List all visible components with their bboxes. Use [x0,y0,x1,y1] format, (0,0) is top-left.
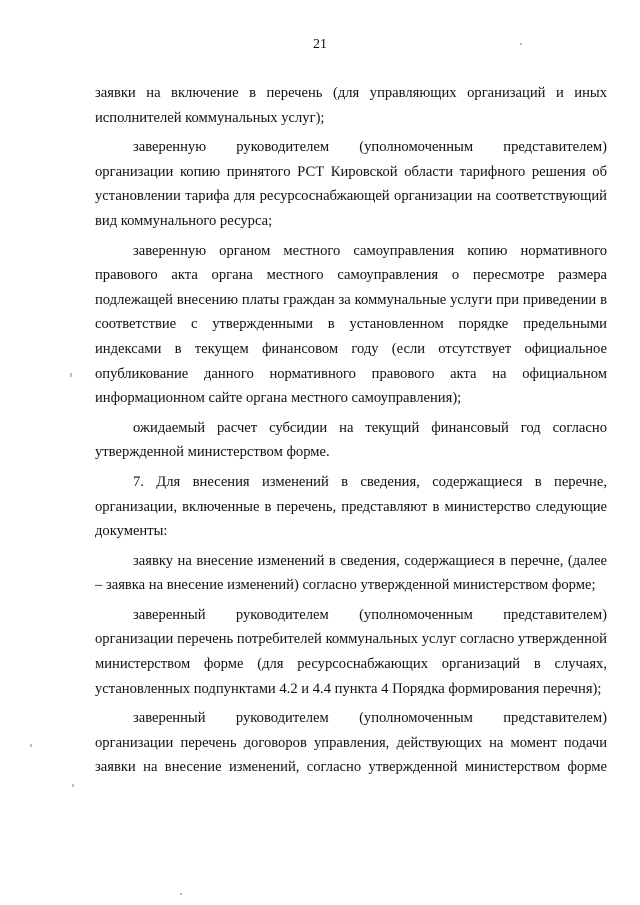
paragraph-6: заявку на внесение изменений в сведения, содержащиеся в перечне, (далее – заявка на внесение изменений) согласно утвержденной министерством форме; [95,552,607,594]
page-number: 21 [313,37,327,52]
paragraph-1: заявки на включение в перечень (для управляющих организаций и иных исполнителей коммунальных услуг); [95,85,607,126]
paragraph-7: заверенный руководителем (уполномоченным представителем) организации перечень потребителей коммунальных услуг согласно утвержденной министерством форме (для ресурсоснабжающих организаций в случаях, установленных подпунктами 4.2 и 4.4 пункта 4 Порядка формирования перечня); [95,606,607,697]
scan-artifact [520,43,522,45]
document-body [95,81,607,785]
scan-artifact [72,784,74,787]
paragraph-3: заверенную органом местного самоуправления копию нормативного правового акта органа местного самоуправления о пересмотре размера подлежащей внесению платы граждан за коммунальные услуги при приведении в соответствие с утвержденными в установленном порядке предельными индексами в текущем финансовом году (если отсутствует официальное опубликование данного нормативного правового акта на официальном информационном сайте органа местного самоуправления); [95,242,607,407]
paragraph-4: ожидаемый расчет субсидии на текущий финансовый год согласно утвержденной министерством форме. [95,419,607,461]
scan-artifact [70,373,72,377]
paragraph-8: заверенный руководителем (уполномоченным представителем) организации перечень договоров управления, действующих на момент подачи заявки на внесение изменений, согласно утвержденной министерством форме [95,710,607,776]
scan-artifact [180,893,182,895]
paragraph-5: 7. Для внесения изменений в сведения, содержащиеся в перечне, организации, включенные в перечень, представляют в министерство следующие документы: [95,473,607,540]
scan-artifact [30,744,32,747]
paragraph-2: заверенную руководителем (уполномоченным представителем) организации копию принятого РСТ Кировской области тарифного решения об установлении тарифа для ресурсоснабжающей организации на соответствующий вид коммунального ресурса; [95,139,607,229]
